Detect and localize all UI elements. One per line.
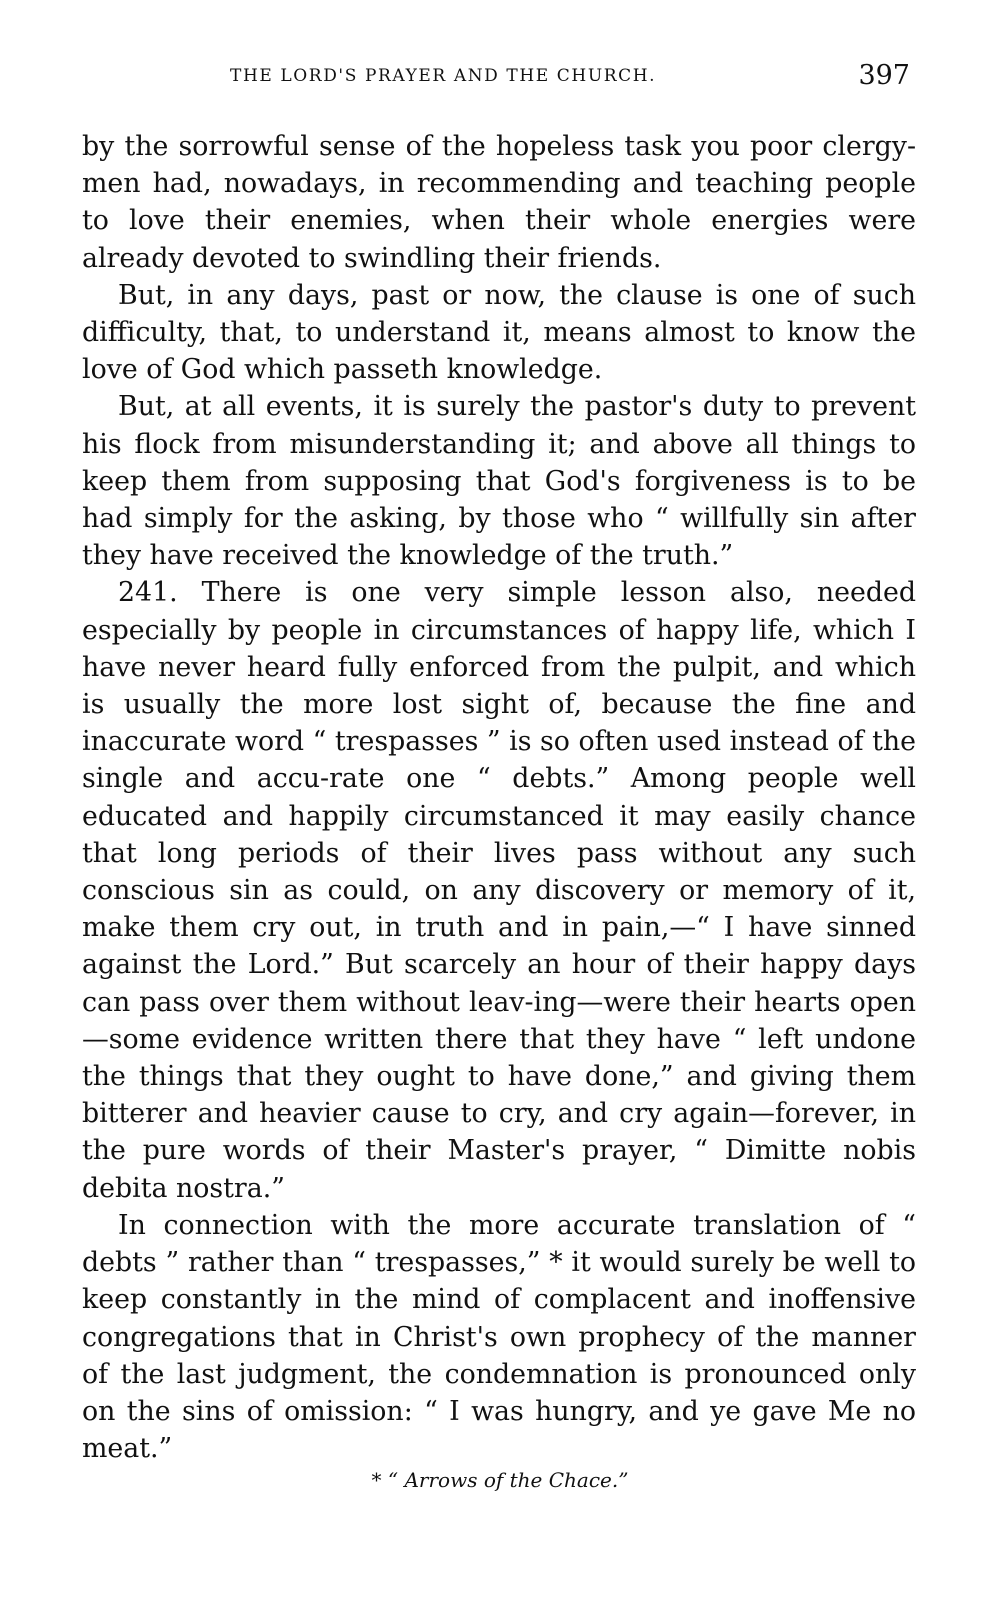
page-number: 397 xyxy=(858,60,910,91)
body-text xyxy=(82,128,916,1467)
page-header xyxy=(80,62,910,96)
footnote xyxy=(0,1468,1000,1492)
paragraph-241: 241. There is one very simple lesson also, needed especially by people in circumstances of happy life, which I have never heard fully enforced from the pulpit, and which is usually the more lost sight of, because the fine and inaccurate word “ trespasses ” is so often used instead of the single and accu-rate one “ debts.” Among people well educated and happily circumstanced it may easily chance that long periods of their lives pass without any such conscious sin as could, on any discovery or memory of it, make them cry out, in truth and in pain,—“ I have sinned against the Lord.” But scarcely an hour of their happy days can pass over them without leav-ing—were their hearts open—some evidence written there that they have “ left undone the things that they ought to have done,” and giving them bitterer and heavier cause to cry, and cry again—forever, in the pure words of their Master's prayer, “ Dimitte nobis debita nostra.” xyxy=(82,577,916,1204)
running-title: THE LORD'S PRAYER AND THE CHURCH. xyxy=(230,66,657,86)
paragraph: In connection with the more accurate translation of “ debts ” rather than “ trespasses,” * it would surely be well to keep constantly in the mind of complacent and inoffensive congregations that in Christ's own prophecy of the manner of the last judgment, the condemnation is pronounced only on the sins of omission: “ I was hungry, and ye gave Me no meat.” xyxy=(82,1209,916,1465)
paragraph: But, in any days, past or now, the clause is one of such difficulty, that, to understand it, means almost to know the love of God which passeth knowledge. xyxy=(82,279,916,386)
footnote-text: “ Arrows of the Chace.” xyxy=(387,1468,629,1492)
footnote-mark: * xyxy=(371,1468,388,1492)
paragraph-continuation: by the sorrowful sense of the hopeless task you poor clergy-men had, nowadays, in recommending and teaching people to love their enemies, when their whole energies were already devoted to swindling their friends. xyxy=(82,131,916,274)
paragraph: But, at all events, it is surely the pastor's duty to prevent his flock from misunderstanding it; and above all things to keep them from supposing that God's forgiveness is to be had simply for the asking, by those who “ willfully sin after they have received the knowledge of the truth.” xyxy=(82,391,916,572)
